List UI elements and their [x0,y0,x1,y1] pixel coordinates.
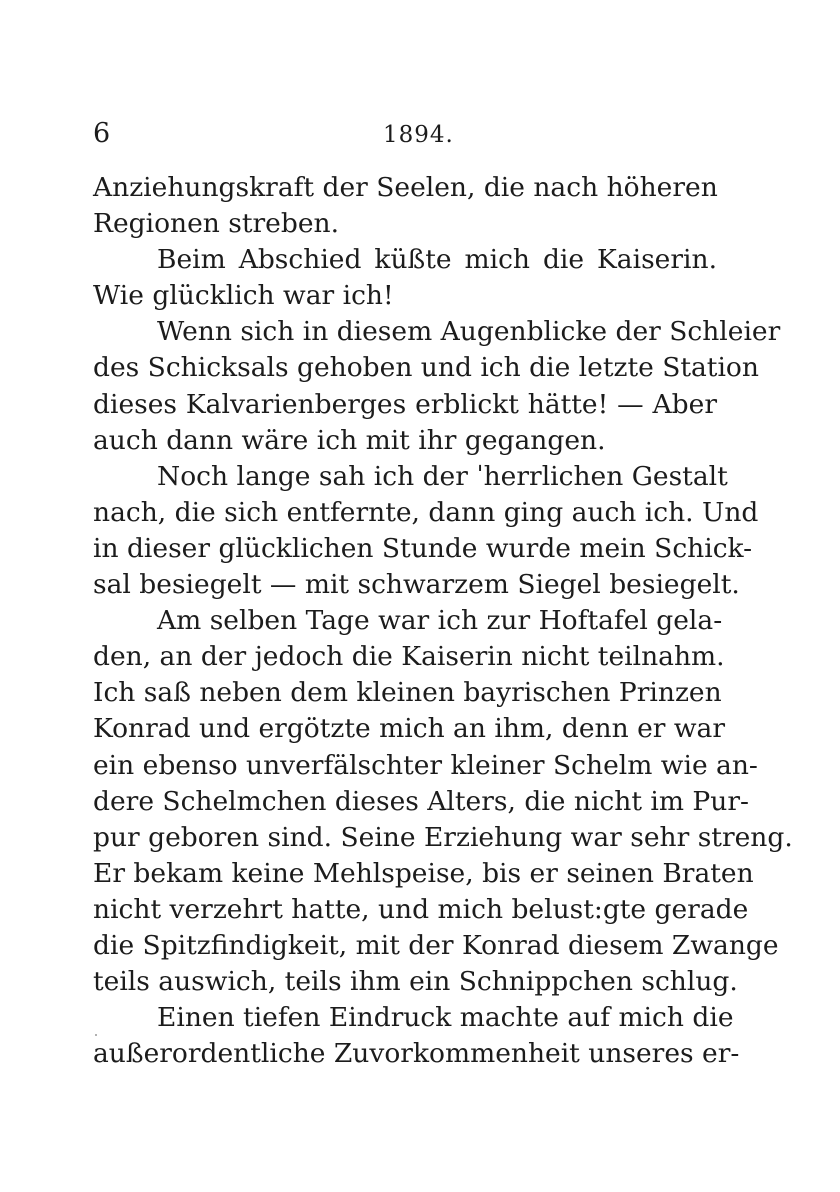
text-line: ein ebenso unverfälschter kleiner Schelm wie an- [93,749,758,781]
text-line: Noch lange sah ich der ˈherrlichen Gestalt [157,460,728,492]
text-line: sal besiegelt — mit schwarzem Siegel besiegelt. [93,569,740,601]
text-line: dere Schelmchen dieses Alters, die nicht im Pur- [93,785,749,817]
text-line: Beim Abschied küßte mich die Kaiserin. [157,244,717,276]
body-text [93,170,793,1072]
text-line: Wenn sich in diesem Augenblicke der Schleier [157,316,781,348]
paper-speck [95,1034,97,1036]
text-line: den, an der jedoch die Kaiserin nicht teilnahm. [93,641,725,673]
running-head [93,118,717,158]
text-line: nicht verzehrt hatte, und mich belust:gte gerade [93,893,749,925]
text-line: teils auswich, teils ihm ein Schnippchen schlug. [93,966,738,998]
text-line: Wie glücklich war ich! [93,280,394,312]
text-line: dieses Kalvarienberges erblickt hätte! — Aber [93,388,717,420]
text-line: Er bekam keine Mehlspeise, bis er seinen Braten [93,857,754,889]
text-line: Konrad und ergötzte mich an ihm, denn er war [93,713,725,745]
text-line: in dieser glücklichen Stunde wurde mein Schick- [93,532,753,564]
text-line: außerordentliche Zuvorkommenheit unseres er- [93,1038,740,1070]
text-line: des Schicksals gehoben und ich die letzte Station [93,352,759,384]
text-line: Ich saß neben dem kleinen bayrischen Prinzen [93,677,722,709]
text-line: nach, die sich entfernte, dann ging auch ich. Und [93,496,759,528]
text-line: pur geboren sind. Seine Erziehung war sehr streng. [93,821,793,853]
text-line: Anziehungskraft der Seelen, die nach höheren [93,172,718,203]
text-line: Einen tiefen Eindruck machte auf mich die [157,1002,734,1034]
running-head-year: 1894. [383,122,454,148]
page-number: 6 [93,118,111,149]
text-line: Am selben Tage war ich zur Hoftafel gela- [157,605,723,637]
text-line: Regionen streben. [93,208,340,240]
text-line: die Spitzfindigkeit, mit der Konrad diesem Zwange [93,929,779,961]
text-line: auch dann wäre ich mit ihr gegangen. [93,424,606,456]
